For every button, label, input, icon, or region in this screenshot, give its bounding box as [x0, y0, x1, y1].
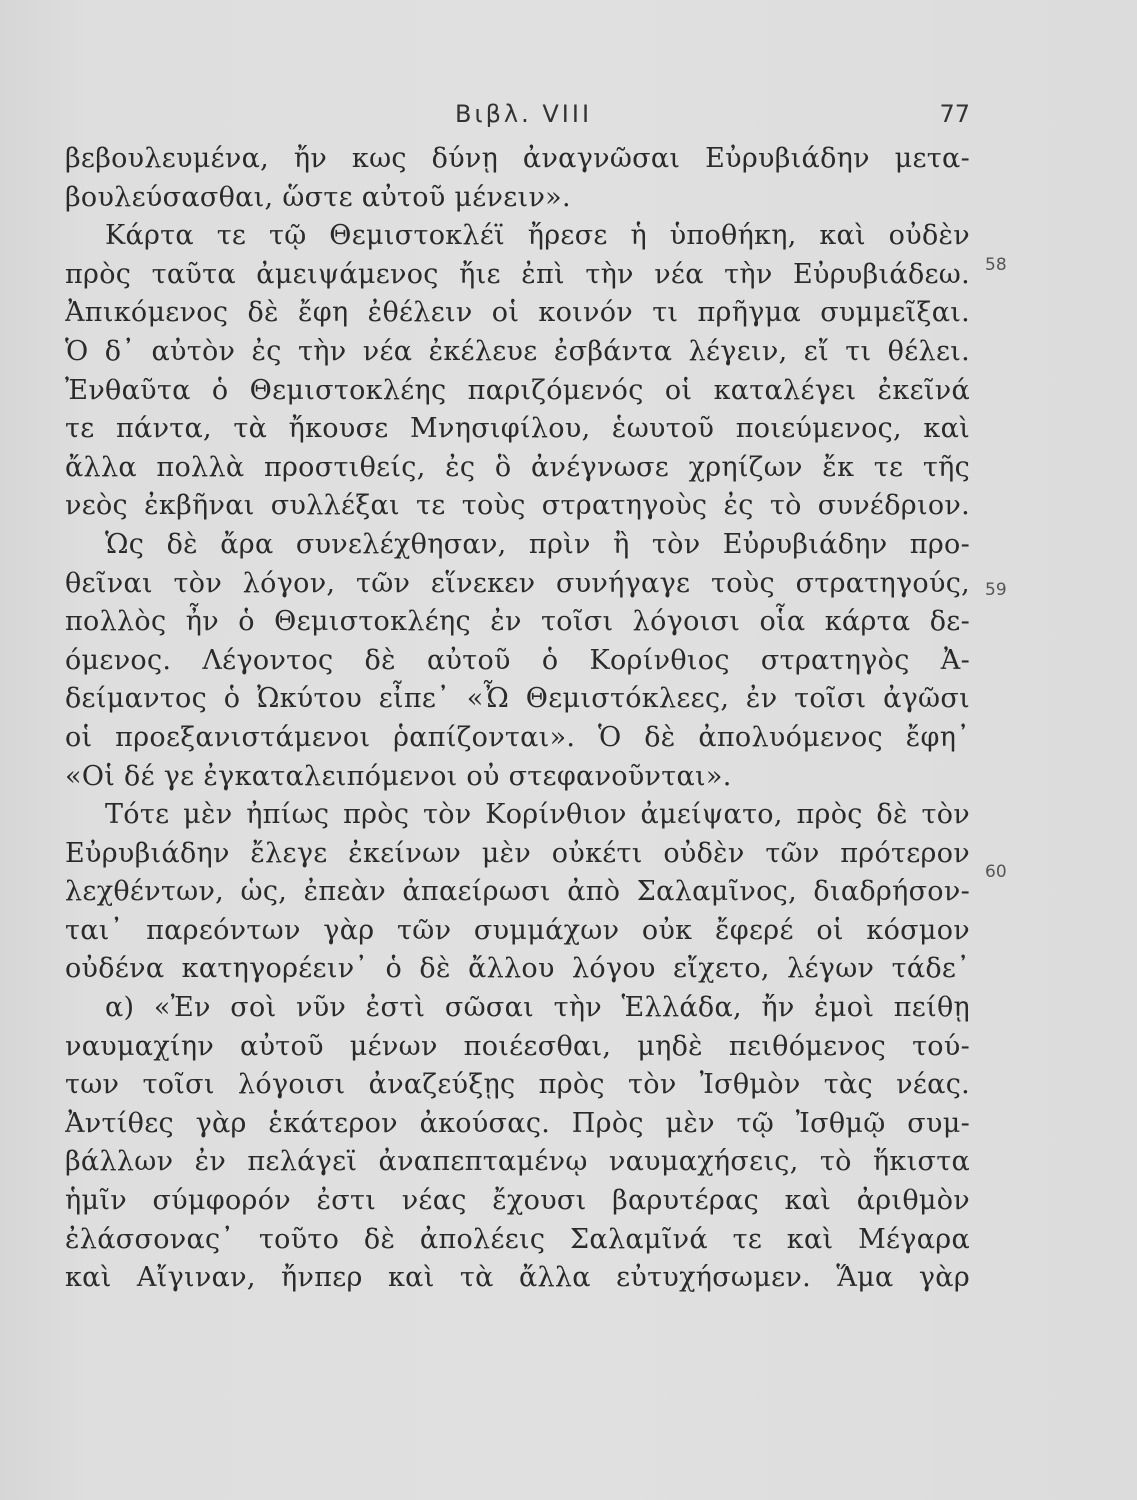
text-line: ἐλάσσονας᾽ τοῦτο δὲ ἀπολέεις Σαλαμῖνά τε καὶ Μέγαρα: [65, 1223, 970, 1255]
text-line: βουλεύσασθαι, ὥστε αὐτοῦ μένειν».: [65, 181, 571, 213]
text-line: νεὸς ἐκβῆναι συλλέξαι τε τοὺς στρατηγοὺς ἐς τὸ συνέδριον.: [65, 490, 970, 522]
text-line: βεβουλευμένα, ἤν κως δύνῃ ἀναγνῶσαι Εὐρυβιάδην μετα-: [65, 143, 970, 174]
text-line: Ἀπικόμενος δὲ ἔφη ἐθέλειν οἱ κοινόν τι πρῆγμα συμμεῖξαι.: [65, 297, 970, 329]
text-line: πολλὸς ἦν ὁ Θεμιστοκλέης ἐν τοῖσι λόγοισι οἷα κάρτα δε-: [65, 606, 970, 638]
text-line: «Οἱ δέ γε ἐγκαταλειπόμενοι οὐ στεφανοῦνται».: [65, 760, 732, 792]
text-line: όμενος. Λέγοντος δὲ αὐτοῦ ὁ Κορίνθιος στρατηγὸς Ἀ-: [65, 644, 970, 676]
text-line: Ἐνθαῦτα ὁ Θεμιστοκλέης παριζόμενός οἱ καταλέγει ἐκεῖνά: [65, 374, 970, 406]
text-line: Κάρτα τε τῷ Θεμιστοκλέϊ ἤρεσε ἡ ὑποθήκη, καὶ οὐδὲν: [105, 220, 970, 252]
page-number: 77: [939, 100, 970, 128]
running-head: Βιβλ. VIII: [455, 100, 593, 128]
text-line: Ὁ δ᾽ αὐτὸν ἐς τὴν νέα ἐκέλευε ἐσβάντα λέγειν, εἴ τι θέλει.: [65, 335, 970, 367]
text-line: οὐδένα κατηγορέειν᾽ ὁ δὲ ἄλλου λόγου εἴχετο, λέγων τάδε᾽: [65, 953, 970, 985]
text-line: ται᾽ παρεόντων γὰρ τῶν συμμάχων οὐκ ἔφερέ οἱ κόσμον: [65, 914, 970, 946]
text-line: Τότε μὲν ἠπίως πρὸς τὸν Κορίνθιον ἀμείψατο, πρὸς δὲ τὸν: [105, 799, 970, 831]
text-line: ἄλλα πολλὰ προστιθείς, ἐς ὃ ἀνέγνωσε χρηίζων ἔκ τε τῆς: [65, 451, 970, 483]
text-line: οἱ προεξανιστάμενοι ῥαπίζονται». Ὁ δὲ ἀπολυόμενος ἔφη᾽: [65, 721, 970, 753]
text-line: Ἀντίθες γὰρ ἑκάτερον ἀκούσας. Πρὸς μὲν τῷ Ἰσθμῷ συμ-: [65, 1107, 970, 1139]
text-line: θεῖναι τὸν λόγον, τῶν εἵνεκεν συνήγαγε τοὺς στρατηγούς,: [65, 567, 970, 599]
section-number: 59: [985, 580, 1007, 600]
text-line: των τοῖσι λόγοισι ἀναζεύξῃς πρὸς τὸν Ἰσθμὸν τὰς νέας.: [65, 1069, 970, 1101]
text-line: α) «Ἐν σοὶ νῦν ἐστὶ σῶσαι τὴν Ἑλλάδα, ἤν ἐμοὶ πείθῃ: [105, 992, 970, 1024]
text-line: τε πάντα, τὰ ἤκουσε Μνησιφίλου, ἑωυτοῦ ποιεύμενος, καὶ: [65, 413, 970, 445]
section-number: 60: [985, 862, 1007, 882]
text-line: βάλλων ἐν πελάγεϊ ἀναπεπταμένῳ ναυμαχήσεις, τὸ ἥκιστα: [65, 1146, 970, 1178]
text-line: Ὡς δὲ ἄρα συνελέχθησαν, πρὶν ἢ τὸν Εὐρυβιάδην προ-: [105, 528, 970, 560]
body-text: [65, 140, 970, 1298]
text-line: λεχθέντων, ὡς, ἐπεὰν ἀπαείρωσι ἀπὸ Σαλαμῖνος, διαδρήσον-: [65, 876, 970, 908]
text-line: πρὸς ταῦτα ἀμειψάμενος ἤιε ἐπὶ τὴν νέα τὴν Εὐρυβιάδεω.: [65, 258, 970, 290]
page-header: [65, 100, 970, 140]
section-number: 58: [985, 255, 1007, 275]
text-line: ναυμαχίην αὐτοῦ μένων ποιέεσθαι, μηδὲ πειθόμενος τού-: [65, 1030, 970, 1062]
text-line: Εὐρυβιάδην ἔλεγε ἐκείνων μὲν οὐκέτι οὐδὲν τῶν πρότερον: [65, 837, 970, 869]
text-line: δείμαντος ὁ Ὠκύτου εἶπε᾽ «Ὦ Θεμιστόκλεες, ἐν τοῖσι ἀγῶσι: [65, 683, 970, 715]
text-line: ἡμῖν σύμφορόν ἐστι νέας ἔχουσι βαρυτέρας καὶ ἀριθμὸν: [65, 1185, 970, 1217]
text-line: καὶ Αἴγιναν, ἤνπερ καὶ τὰ ἄλλα εὐτυχήσωμεν. Ἅμα γὰρ: [65, 1262, 970, 1294]
